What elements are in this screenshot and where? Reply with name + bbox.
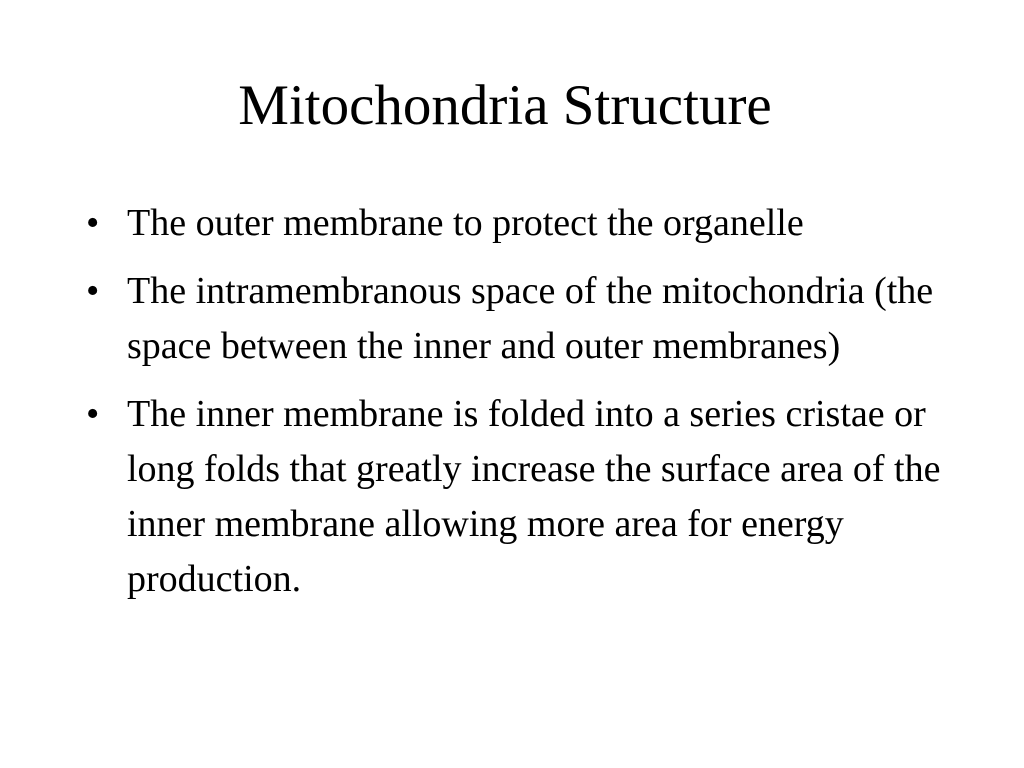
bullet-marker: •: [86, 270, 100, 312]
bullet-list: [86, 196, 966, 620]
bullet-marker: •: [86, 393, 100, 435]
bullet-item-outer-membrane: [86, 196, 966, 251]
bullet-text: The intramembranous space of the mitochondria (the space between the inner and outer membranes): [127, 270, 934, 367]
slide-title: Mitochondria Structure: [238, 74, 772, 137]
bullet-item-intermembrane-space: [86, 264, 966, 374]
bullet-text: The outer membrane to protect the organelle: [127, 202, 804, 244]
bullet-marker: •: [86, 202, 100, 244]
bullet-text: The inner membrane is folded into a series cristae or long folds that greatly increase the surface area of the inner membrane allowing more area for energy production.: [127, 393, 941, 600]
bullet-item-inner-membrane: [86, 387, 966, 607]
